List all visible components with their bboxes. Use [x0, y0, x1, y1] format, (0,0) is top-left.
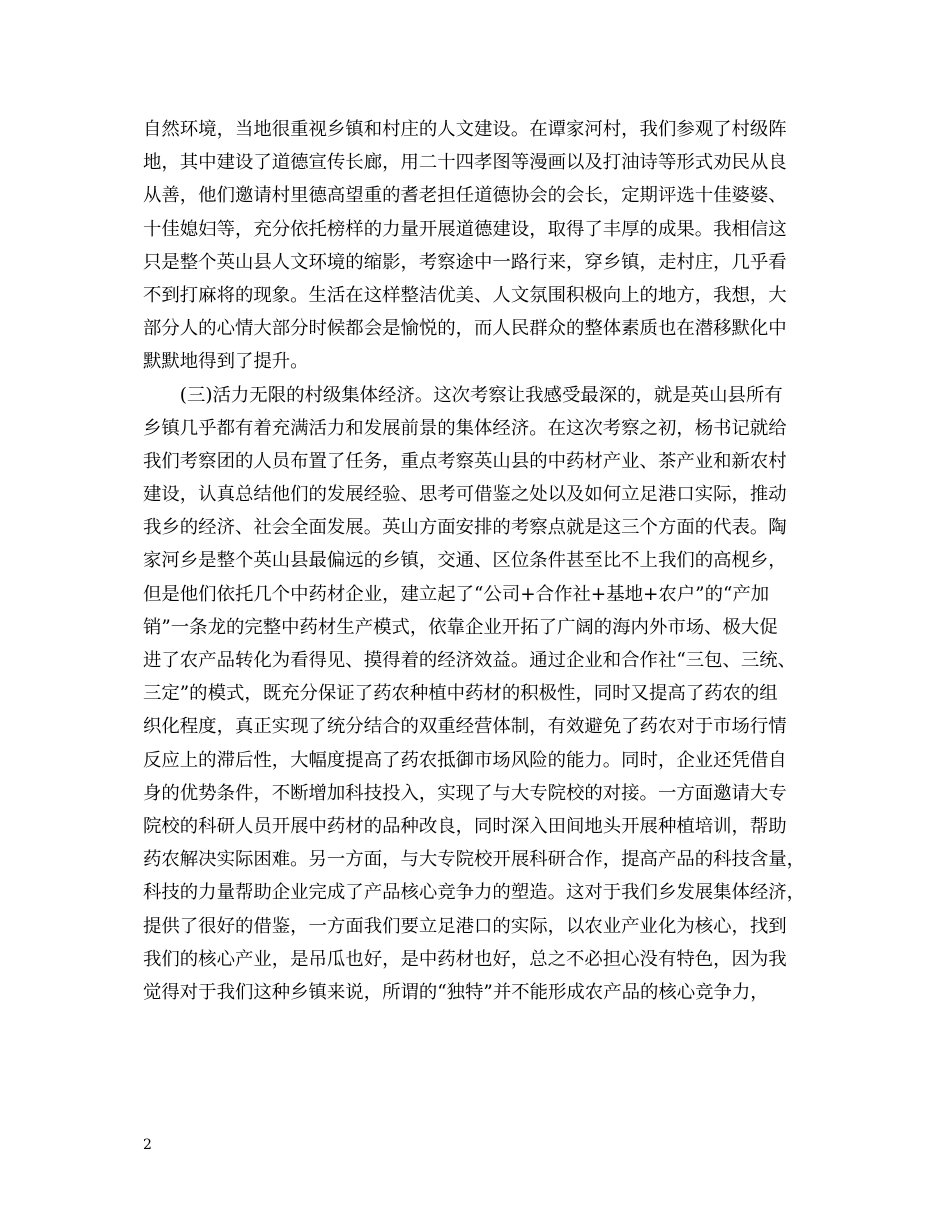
text-line: 不到打麻将的现象。生活在这样整洁优美、人文氛围积极向上的地方，我想，大 — [143, 284, 787, 306]
text-line: 乡镇几乎都有着充满活力和发展前景的集体经济。在这次考察之初，杨书记就给 — [143, 417, 787, 439]
text-line: 十佳媳妇等，充分依托榜样的力量开展道德建设，取得了丰厚的成果。我相信这 — [143, 218, 787, 240]
text-line: 觉得对于我们这种乡镇来说，所谓的“独特”并不能形成农产品的核心竞争力， — [143, 981, 769, 1003]
text-line: 部分人的心情大部分时候都会是愉悦的，而人民群众的整体素质也在潜移默化中 — [143, 318, 787, 340]
text-line: 只是整个英山县人文环境的缩影，考察途中一路行来，穿乡镇，走村庄，几乎看 — [143, 251, 787, 273]
text-line: 科技的力量帮助企业完成了产品核心竞争力的塑造。这对于我们乡发展集体经济， — [143, 882, 806, 904]
text-line: 我们考察团的人员布置了任务，重点考察英山县的中药材产业、茶产业和新农村 — [143, 450, 787, 472]
text-line: 地，其中建设了道德宣传长廊，用二十四孝图等漫画以及打油诗等形式劝民从良 — [143, 152, 787, 174]
text-line: 我乡的经济、社会全面发展。英山方面安排的考察点就是这三个方面的代表。陶 — [143, 517, 787, 539]
text-line: 自然环境，当地很重视乡镇和村庄的人文建设。在谭家河村，我们参观了村级阵 — [143, 119, 787, 140]
text-line: 身的优势条件，不断增加科技投入，实现了与大专院校的对接。一方面邀请大专 — [143, 782, 787, 804]
text-line: 默默地得到了提升。 — [143, 351, 309, 373]
text-line: 反应上的滞后性，大幅度提高了药农抵御市场风险的能力。同时，企业还凭借自 — [143, 749, 787, 771]
text-line: 家河乡是整个英山县最偏远的乡镇，交通、区位条件甚至比不上我们的高枧乡， — [143, 550, 787, 572]
text-line: 销”一条龙的完整中药材生产模式，依靠企业开拓了广阔的海内外市场、极大促 — [143, 616, 778, 638]
text-line: 提供了很好的借鉴，一方面我们要立足港口的实际，以农业产业化为核心，找到 — [143, 915, 787, 937]
body-text — [143, 113, 833, 1009]
text-line: 药农解决实际困难。另一方面，与大专院校开展科研合作，提高产品的科技含量， — [143, 849, 806, 871]
text-line: (三)活力无限的村级集体经济。这次考察让我感受最深的，就是英山县所有 — [143, 384, 783, 406]
text-line: 从善，他们邀请村里德高望重的耆老担任道德协会的会长，定期评选十佳婆婆、 — [143, 185, 787, 207]
text-line: 但是他们依托几个中药材企业，建立起了“公司+合作社+基地+农户”的“产加 — [143, 583, 770, 605]
text-line: 织化程度，真正实现了统分结合的双重经营体制，有效避免了药农对于市场行情 — [143, 716, 787, 738]
text-line: 我们的核心产业，是吊瓜也好，是中药材也好，总之不必担心没有特色，因为我 — [143, 948, 787, 970]
text-line: 进了农产品转化为看得见、摸得着的经济效益。通过企业和合作社“三包、三统、 — [143, 650, 797, 671]
text-line: 三定”的模式，既充分保证了药农种植中药材的积极性，同时又提高了药农的组 — [143, 683, 778, 705]
text-line: 建设，认真总结他们的发展经验、思考可借鉴之处以及如何立足港口实际，推动 — [143, 484, 787, 506]
page-number: 2 — [143, 1137, 152, 1153]
text-line: 院校的科研人员开展中药材的品种改良，同时深入田间地头开展种植培训，帮助 — [143, 815, 787, 837]
